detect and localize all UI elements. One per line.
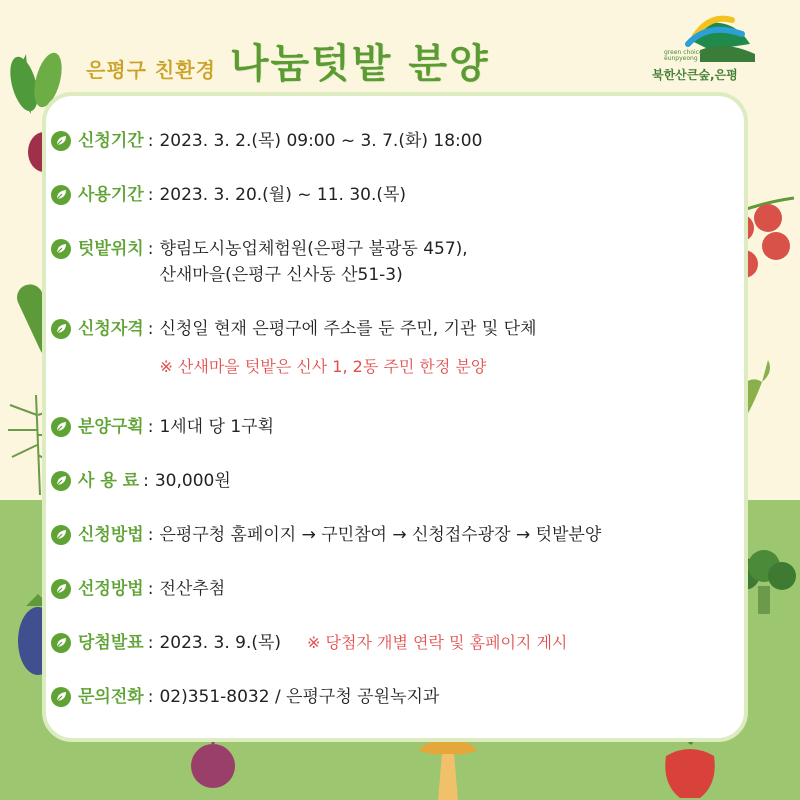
leaf-bullet-icon <box>50 184 72 206</box>
row-value: 30,000원 <box>154 471 231 491</box>
leaf-bullet-icon <box>50 632 72 654</box>
row-colon: : <box>147 633 154 653</box>
row-label: 신청방법 <box>78 525 144 545</box>
leaf-bullet-icon <box>50 686 72 708</box>
row-value: 전산추첨 <box>159 579 226 599</box>
row-label: 신청자격 <box>78 319 144 339</box>
header-subtitle: 은평구 친환경 <box>86 58 216 82</box>
row-colon: : <box>147 185 154 205</box>
info-row-selection-method <box>50 576 225 602</box>
row-value: 향림도시농업체험원(은평구 불광동 457), <box>159 239 468 259</box>
row-value: 2023. 3. 9.(목) <box>159 633 282 653</box>
info-row-usage-period <box>50 182 406 208</box>
row-value-group <box>159 316 536 380</box>
leaf-bullet-icon <box>50 130 72 152</box>
row-label: 당첨발표 <box>78 633 144 653</box>
info-row-contact <box>50 684 439 710</box>
logo-english-line1: green choice <box>664 49 703 56</box>
row-note: ※ 산새마을 텃밭은 신사 1, 2동 주민 한정 분양 <box>159 357 487 376</box>
row-note: ※ 당첨자 개별 연락 및 홈페이지 게시 <box>307 633 568 652</box>
row-value-line2: 산새마을(은평구 신사동 산51-3) <box>159 265 403 285</box>
leaf-bullet-icon <box>50 524 72 546</box>
leaf-bullet-icon <box>50 238 72 260</box>
row-colon: : <box>143 471 149 491</box>
eunpyeong-logo <box>650 10 760 90</box>
row-value: 2023. 3. 20.(월) ~ 11. 30.(목) <box>159 185 407 205</box>
row-value-group <box>159 236 467 288</box>
row-value: 은평구청 홈페이지 → 구민참여 → 신청접수광장 → 텃밭분양 <box>159 525 602 545</box>
row-label: 분양구획 <box>78 417 144 437</box>
logo-korean-text: 북한산큰숲,은평 <box>652 68 738 82</box>
row-label: 신청기간 <box>78 131 144 151</box>
row-value: 02)351-8032 / 은평구청 공원녹지과 <box>159 687 440 707</box>
info-row-application-method <box>50 522 601 548</box>
row-colon: : <box>147 579 154 599</box>
header-title: 나눔텃밭 분양 <box>229 41 490 87</box>
row-label: 선정방법 <box>78 579 144 599</box>
row-label: 사용기간 <box>78 185 144 205</box>
onion-icon <box>186 738 240 800</box>
logo-english-line2: eunpyeong <box>664 55 698 62</box>
row-colon: : <box>147 417 154 437</box>
row-value: 2023. 3. 2.(목) 09:00 ~ 3. 7.(화) 18:00 <box>159 131 483 151</box>
info-row-announcement <box>50 630 567 656</box>
leaf-bullet-icon <box>50 578 72 600</box>
red-bell-pepper-icon <box>660 736 720 800</box>
row-colon: : <box>147 239 154 259</box>
row-value: 신청일 현재 은평구에 주소를 둔 주민, 기관 및 단체 <box>159 319 537 339</box>
row-colon: : <box>147 319 154 339</box>
row-colon: : <box>147 525 154 545</box>
row-colon: : <box>147 131 154 151</box>
leaf-bullet-icon <box>50 416 72 438</box>
logo-english-text <box>664 50 703 62</box>
info-row-eligibility <box>50 316 537 380</box>
info-row-application-period <box>50 128 482 154</box>
row-colon: : <box>147 687 154 707</box>
leaf-bullet-icon <box>50 318 72 340</box>
info-row-garden-location <box>50 236 468 288</box>
row-value: 1세대 당 1구획 <box>159 417 274 437</box>
info-row-plot-allocation <box>50 414 274 440</box>
row-label: 사 용 료 <box>78 471 140 491</box>
info-row-fee <box>50 468 231 494</box>
row-label: 문의전화 <box>78 687 144 707</box>
leaf-bullet-icon <box>50 470 72 492</box>
header <box>86 32 490 87</box>
row-label: 텃밭위치 <box>78 239 144 259</box>
